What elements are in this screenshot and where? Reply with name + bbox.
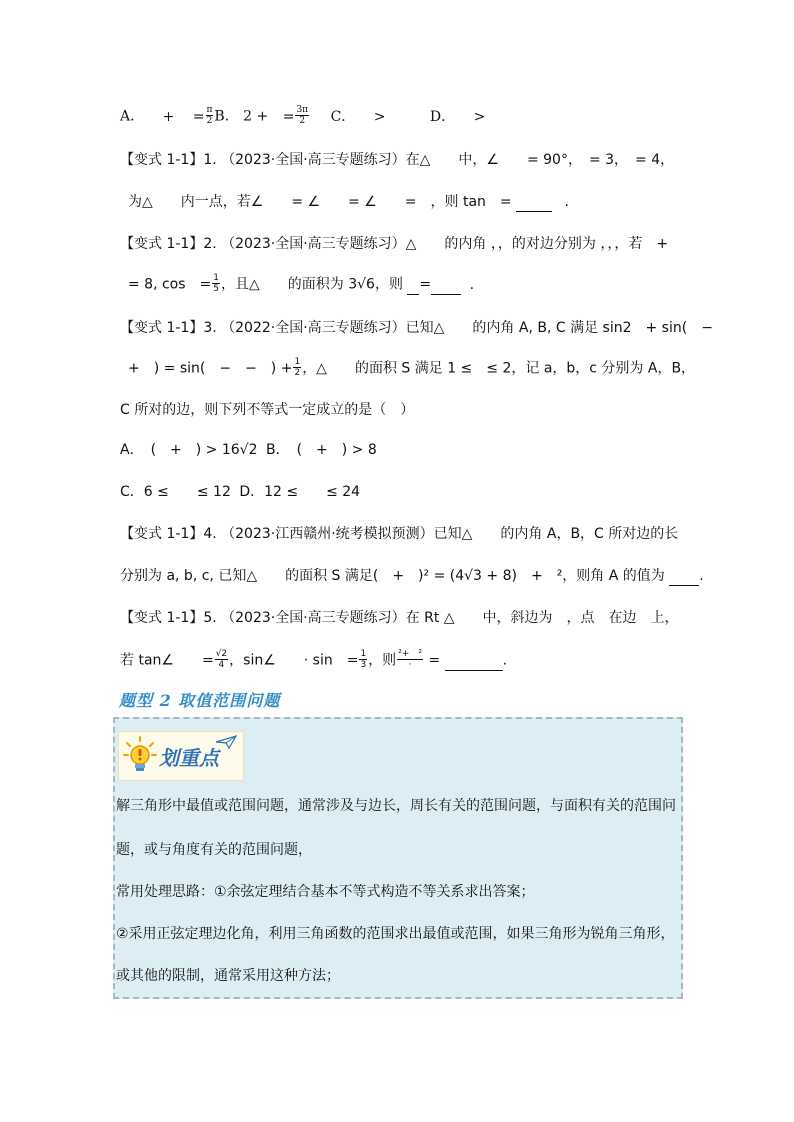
q5-tan-text: 若 tan∠ = — [120, 652, 214, 669]
option-a-eq: = — [192, 108, 205, 125]
option-b-eq: = — [282, 108, 295, 125]
q2-area-text: ，且△ 的面积为 3√6，则 — [221, 276, 403, 293]
q3-options-cd — [120, 482, 360, 502]
q2-line1: 【变式 1-1】2. （2023·全国·高三专题练习）△ 的内角 ，，的对边分别为 ，，，若 + — [120, 236, 669, 252]
q5-line2 — [120, 650, 507, 671]
q3-line3: C 所对的边，则下列不等式一定成立的是（ ） — [120, 402, 415, 418]
option-a-label: A． — [120, 108, 145, 125]
key-point-line-3: 常用处理思路：①余弦定理结合基本不等式构造不等关系求出答案； — [116, 884, 535, 900]
q2-cos-text: = 8, cos = — [128, 276, 212, 293]
section-title: 题型 2 取值范围问题 — [119, 691, 281, 710]
q1-line2 — [128, 192, 569, 212]
q5-line1: 【变式 1-1】5. （2023·全国·高三专题练习）在 Rt △ 中，斜边为 ，点 在边 上， — [120, 610, 679, 626]
option-a-plus: + — [162, 108, 175, 125]
key-points-badge — [118, 731, 244, 781]
q4-answer-blank — [669, 571, 699, 586]
option-b-label: B． — [214, 108, 239, 125]
q4-line2 — [120, 566, 704, 586]
q5-period: . — [502, 652, 508, 669]
key-point-line-4: ②采用正弦定理边化角，利用三角函数的范围求出最值或范围，如果三角形为锐角三角形， — [116, 926, 675, 942]
q4-text: 分别为 a, b, c, 已知△ 的面积 S 满足( + )² = (4√3 + 8) + ²，则角 A 的值为 — [120, 568, 665, 584]
q5-fraction-2: $\frac{1}{3}$ — [360, 649, 367, 670]
option-d-gt: > — [473, 108, 486, 125]
q3-option-b: B． ( + ) > 8 — [265, 442, 377, 458]
option-c-gt: > — [373, 108, 386, 125]
q5-fraction-1: $\frac{√2}{4}$ — [215, 649, 228, 670]
q2-fraction: $\frac{1}{5}$ — [213, 273, 220, 294]
q3-option-a: A． ( + ) > 16√2 — [120, 442, 258, 458]
q4-period: . — [699, 568, 704, 584]
lightbulb-icon — [123, 736, 157, 776]
q1-line1: 【变式 1-1】1. （2023·全国·高三专题练习）在△ 中，∠ = 90°， = 3， = 4， — [120, 152, 675, 168]
option-a-fraction: $\frac{\pi}{2}$ — [206, 105, 213, 126]
q2-eq: = — [419, 276, 432, 293]
paper-plane-icon — [215, 735, 237, 749]
q1-answer-blank — [516, 197, 552, 212]
q3-area-text: ，△ 的面积 S 满足 1 ≤ ≤ 2，记 a，b，c 分别为 A，B， — [302, 360, 696, 377]
q2-line2 — [128, 274, 474, 295]
q3-fraction: $\frac{1}{2}$ — [294, 357, 301, 378]
q5-then-text: ，则 — [368, 652, 397, 669]
q4-line1: 【变式 1-1】4. （2023·江西赣州·统考模拟预测）已知△ 的内角 A，B，C 所对边的长 — [120, 526, 679, 542]
q5-sin-text: ，sin∠ · sin = — [229, 652, 359, 669]
q5-fraction-3: $\frac{\text{²+ ²}}{\cdot}$ — [398, 649, 422, 670]
key-point-line-1: 解三角形中最值或范围问题，通常涉及与边长，周长有关的范围问题，与面积有关的范围问 — [116, 798, 676, 814]
option-b-fraction: $\frac{3\pi}{2}$ — [296, 105, 309, 126]
q3-sin-text: + ) = sin( − − ) + — [128, 360, 293, 377]
q1-period: . — [564, 194, 569, 210]
q2-answer-blank — [431, 280, 461, 295]
q3-option-c: C．6 ≤ ≤ 12 — [120, 484, 231, 500]
q2-var-blank — [407, 280, 419, 295]
answer-options-line — [120, 106, 485, 127]
q1-line2-text: 为△ 内一点，若∠ = ∠ = ∠ = ，则 tan = — [128, 194, 512, 210]
q5-eq: = — [428, 652, 441, 669]
q2-period: . — [469, 276, 475, 293]
badge-label: 划重点 — [159, 746, 219, 770]
option-b-expr: 2 + — [243, 108, 269, 125]
q3-options-ab — [120, 440, 377, 460]
q3-option-d: D．12 ≤ ≤ 24 — [239, 484, 361, 500]
key-point-line-5: 或其他的限制，通常采用这种方法； — [116, 968, 340, 984]
key-point-line-2: 题，或与角度有关的范围问题， — [116, 842, 312, 858]
q5-answer-blank — [445, 656, 503, 671]
q3-line2 — [128, 358, 695, 379]
option-d-label: D． — [429, 108, 456, 125]
q3-line1: 【变式 1-1】3. （2022·全国·高三专题练习）已知△ 的内角 A, B, C 满足 sin2 + sin( − — [120, 320, 713, 336]
option-c-label: C． — [330, 108, 356, 125]
